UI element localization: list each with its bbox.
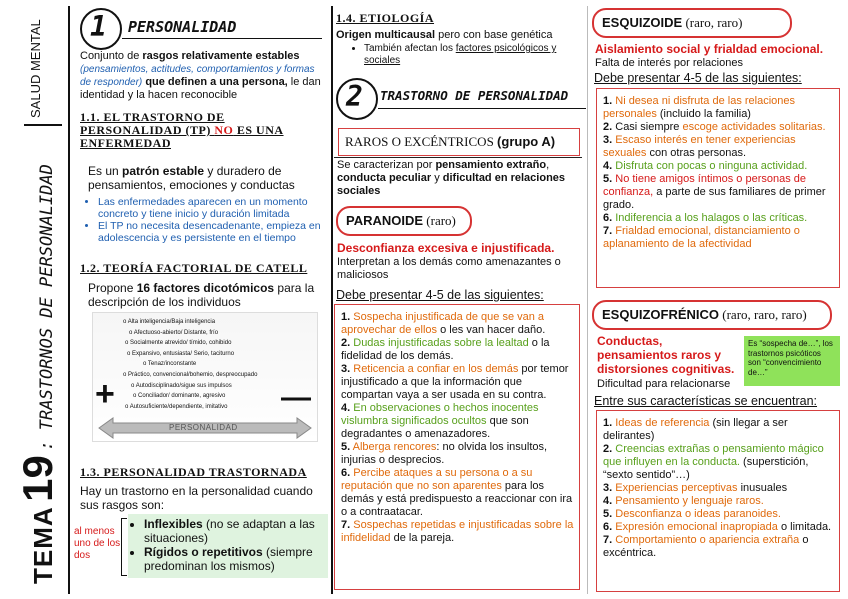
esquizoide-title-box: ESQUIZOIDE (raro, raro)	[592, 8, 792, 38]
list-item: 1. Sospecha injustificada de que se van a aprovechar de ellos o les van hacer daño.	[341, 311, 546, 336]
esquizofrenico-criteria	[596, 410, 840, 592]
esquizofrenico-sub: Dificultad para relacionarse	[597, 378, 731, 390]
catell-diagram	[92, 312, 318, 442]
list-item: 2. Creencias extrañas o pensamiento mágico que influyen en la conducta. (superstición, “sexto sentido”…)	[603, 443, 824, 481]
list-item: 2. Dudas injustificadas sobre la lealtad o la fidelidad de los demás.	[341, 337, 550, 362]
list-item: 5. Desconfianza o ideas paranoides.	[603, 508, 781, 520]
tema-label: TEMA 19 : TRASTORNOS DE PERSONALIDAD	[14, 164, 61, 584]
catell-factor: o Autodisciplinado/sigue sus impulsos	[131, 382, 232, 389]
esquizofrenico-note: Es “sospecha de…”, los trastornos psicóticos son “convencimiento de…”	[744, 336, 840, 386]
catell-factor-list	[123, 317, 257, 412]
minus-icon: —	[281, 381, 311, 414]
esquizoide-criteria	[596, 88, 840, 288]
section1-number: 1	[90, 10, 107, 43]
list-item: 7. Frialdad emocional, distanciamiento o aplanamiento de la afectividad	[603, 225, 800, 250]
sidebar-divider	[68, 6, 70, 594]
section1-header	[78, 8, 328, 48]
section13-side-note: al menos uno de los dos	[74, 526, 121, 561]
section2-header	[336, 78, 588, 120]
section14-heading: 1.4. ETIOLOGÍA	[336, 11, 435, 25]
list-item: 1. Ideas de referencia (sin llegar a ser delirantes)	[603, 417, 788, 442]
subject-label: SALUD MENTAL	[28, 19, 43, 118]
esquizoide-sub: Falta de interés por relaciones	[595, 57, 743, 69]
section1-title: PERSONALIDAD	[128, 18, 237, 36]
catell-factor: o Socialmente atrevido/ tímido, cohibido	[125, 340, 232, 347]
list-item: 4. Pensamiento y lenguaje raros.	[603, 495, 764, 507]
paranoide-criteria	[334, 304, 580, 590]
catell-factor: o Alta inteligencia/Baja inteligencia	[123, 319, 216, 325]
catell-factor: o Afectuoso-abierto/ Distante, frío	[129, 329, 219, 336]
section11-bullets: • Las enfermedades aparecen en un momento concreto y tiene inicio y duración limitada • El TP no necesita desencadenante, empieza en adolescencia y es persistente en el tiempo	[84, 196, 336, 244]
trait-rigidos: • Rígidos o repetitivos (siempre predominan los mismos)	[144, 545, 328, 573]
catell-factor: o Práctico, convencional/bohemio, despreocupado	[123, 371, 258, 378]
section2-number: 2	[346, 80, 363, 113]
section13-heading: 1.3. PERSONALIDAD TRASTORNADA	[80, 465, 307, 479]
personalidad-definition: Conjunto de rasgos relativamente estables (pensamientos, actitudes, comportamientos y formas de responder) que definen a una persona, le dan identidad y la hacen reconocible	[80, 50, 321, 101]
list-item: 2. Casi siempre escoge actividades solitarias.	[603, 121, 826, 133]
list-item: 4. En observaciones o hechos inocentes vislumbra significados ocultos que son degradantes o amenazadores.	[341, 402, 539, 440]
list-item: 6. Indiferencia a los halagos o las críticas.	[603, 212, 808, 224]
list-item: 6. Percibe ataques a su persona o a su reputación que no son aparentes para los demás y está predispuesto a reaccionar con ira o a contraatacar.	[341, 467, 573, 518]
esquizofrenico-title-box: ESQUIZOFRÉNICO (raro, raro, raro)	[592, 300, 832, 330]
paranoide-key: Desconfianza excesiva e injustificada.	[337, 241, 555, 255]
esquizofrenico-key: Conductas, pensamientos raros y distorsiones cognitivas.	[597, 334, 735, 376]
list-item: 7. Sospechas repetidas e injustificadas sobre la infidelidad de la pareja.	[341, 519, 574, 544]
paranoide-must: Debe presentar 4-5 de las siguientes:	[336, 288, 544, 302]
section12-heading: 1.2. TEORÍA FACTORIAL DE CATELL	[80, 261, 308, 275]
esquizoide-must: Debe presentar 4-5 de las siguientes:	[594, 71, 802, 85]
catell-factor: o Conciliador/ dominante, agresivo	[133, 393, 226, 400]
personalidad-arrow-label: PERSONALIDAD	[169, 423, 238, 432]
section12-text: Propone 16 factores dicotómicos para la descripción de los individuos	[88, 281, 315, 309]
esquizoide-key: Aislamiento social y frialdad emocional.	[595, 42, 824, 56]
section13-bracket	[121, 518, 127, 576]
plus-icon: +	[95, 375, 115, 413]
catell-factor: o Autosuficiente/dependiente, imitativo	[125, 403, 228, 410]
group-a-box: RAROS O EXCÉNTRICOS (grupo A)	[338, 128, 580, 156]
section14-text: Origen multicausal pero con base genética • También afectan los factores psicológicos y sociales	[336, 29, 586, 67]
trait-inflexibles: • Inflexibles (no se adaptan a las situaciones)	[144, 517, 328, 545]
list-item: 6. Expresión emocional inapropiada o limitada.	[603, 521, 832, 533]
list-item: 5. Alberga rencores: no olvida los insultos, injurias o desprecios.	[341, 441, 548, 466]
list-item: 7. Comportamiento o apariencia extraña o excéntrica.	[603, 534, 809, 559]
paranoide-sub: Interpretan a los demás como amenazantes o maliciosos	[337, 256, 561, 281]
list-item: 1. Ni desea ni disfruta de las relaciones personales (incluido la familia)	[603, 95, 796, 120]
esquizofrenico-must: Entre sus características se encuentran:	[594, 394, 818, 408]
list-item: 4. Disfruta con pocas o ninguna actividad.	[603, 160, 808, 172]
column-divider-1	[331, 6, 333, 594]
catell-factor: o Tenaz/inconstante	[143, 361, 197, 368]
section13-text: Hay un trastorno en la personalidad cuando sus rasgos son:	[80, 484, 313, 512]
section13-traits	[128, 514, 328, 578]
group-a-description: Se caracterizan por pensamiento extraño, conducta peculiar y dificultad en relaciones sociales	[337, 159, 566, 197]
list-item: 3. Escaso interés en tener experiencias sexuales con otras personas.	[603, 134, 796, 159]
section11-heading: 1.1. EL TRASTORNO DE PERSONALIDAD (TP) NO ES UNA ENFERMEDAD	[80, 110, 284, 150]
list-item: 3. Experiencias perceptivas inusuales	[603, 482, 788, 494]
column-divider-2	[587, 6, 588, 594]
section2-title: TRASTORNO DE PERSONALIDAD	[380, 88, 569, 103]
paranoide-title-box: PARANOIDE (raro)	[336, 206, 472, 236]
catell-factor: o Expansivo, entusiasta/ Serio, taciturno	[127, 350, 235, 357]
section11-text: Es un patrón estable y duradero de pensamientos, emociones y conductas	[88, 164, 295, 192]
list-item: 5. No tiene amigos íntimos o personas de confianza, a parte de sus familiares de primer grado.	[603, 173, 826, 211]
list-item: 3. Reticencia a confiar en los demás por temor injustificado a que la información que compartan vaya a ser usada en su contra.	[341, 363, 569, 401]
subject-divider	[24, 124, 62, 126]
